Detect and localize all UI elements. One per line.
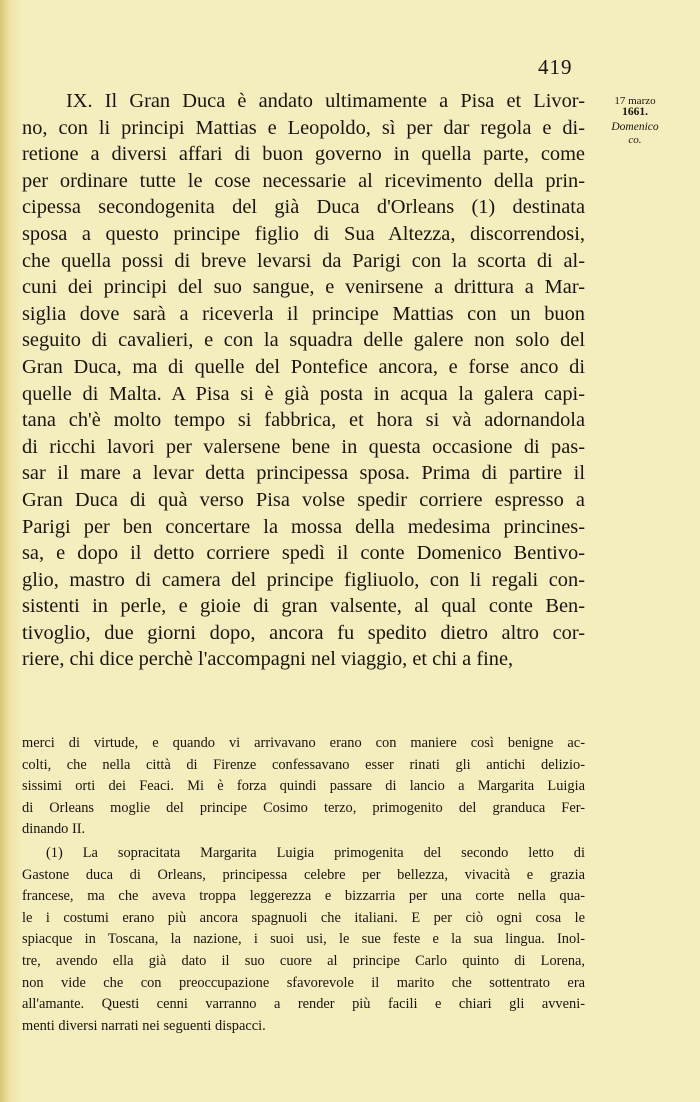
text-line: sa, e dopo il detto corriere spedì il conte Domenico Bentivo- [22, 542, 585, 565]
footnote-line: sissimi orti dei Feaci. Mi è forza quindi passare di lancio a Margarita Luigia [22, 778, 585, 795]
text-line: tana ch'è molto tempo si fabbrica, et hora si và adornandola [22, 409, 585, 432]
footnotes [22, 733, 585, 1037]
footnote-line: Gastone duca di Orleans, principessa celebre per bellezza, vivacità e grazia [22, 866, 585, 883]
text-line: Parigi per ben concertare la mossa della medesima princines- [22, 515, 585, 538]
text-line: seguito di cavalieri, e con la squadra delle galere non solo del [22, 329, 585, 352]
page-number: 419 [538, 55, 573, 79]
footnote-line: spiacque in Toscana, la nazione, i suoi usi, le sue feste e la sua lingua. Inol- [22, 931, 585, 948]
text-line: sposa a questo principe figlio di Sua Altezza, discorrendosi, [22, 222, 585, 245]
footnote-line: francese, ma che aveva troppa leggerezza e bizzarria per una corte nella qua- [22, 888, 585, 905]
footnote-line: le i costumi erano più ancora spagnuoli che italiani. E per ciò ogni cosa le [22, 909, 585, 926]
footnote-line: colti, che nella città di Firenze confessavano esser rinati gli antichi delizio- [22, 756, 585, 773]
text-line: sistenti in perle, e gioie di gran valsente, al qual conte Ben- [22, 595, 585, 618]
footnote-line: non vide che con preoccupazione sfavorevole il marito che sottentrato era [22, 974, 585, 991]
text-line: glio, mastro di camera del principe figliuolo, con li regali con- [22, 568, 585, 591]
text-line: cuni dei principi del suo sangue, e venirsene a drittura a Mar- [22, 276, 585, 299]
main-paragraph [22, 88, 585, 673]
text-line: no, con li principi Mattias e Leopoldo, sì per dar regola e di- [22, 116, 585, 139]
footnote-1 [22, 843, 585, 1037]
text-line: Gran Duca di quà verso Pisa volse spedir corriere espresso a [22, 488, 585, 511]
footnote-line: (1) La sopracitata Margarita Luigia primogenita del secondo letto di [46, 844, 585, 861]
text-line: sar il mare a levar detta principessa sposa. Prima di partire il [22, 462, 585, 485]
margin-date: 17 marzo [614, 95, 656, 107]
footnote-line: all'amante. Questi cenni varranno a render più facili e chiari gli avveni- [22, 996, 585, 1013]
text-line: quelle di Malta. A Pisa si è già posta in acqua la galera capi- [22, 382, 585, 405]
footnote-line: di Orleans moglie del principe Cosimo terzo, primogenito del granduca Fer- [22, 799, 585, 816]
text-line: retione a diversi affari di buon governo in quella parte, come [22, 143, 585, 166]
text-line: tivoglio, due giorni dopo, ancora fu spedito dietro altro cor- [22, 621, 585, 644]
text-line: di ricchi lavori per valersene bene in questa occasione di pas- [22, 435, 585, 458]
footnote-line: tre, avendo ella già dato il suo cuore al principe Carlo quinto di Lorena, [22, 952, 585, 969]
text-line: Gran Duca, ma di quelle del Pontefice ancora, e forse anco di [22, 355, 585, 378]
text-line: IX. Il Gran Duca è andato ultimamente a Pisa et Livor- [66, 90, 585, 112]
footnote-line: menti diversi narrati nei seguenti dispacci. [22, 1017, 266, 1034]
text-line: che quella possi di breve levarsi da Parigi con la scorta di al- [22, 249, 585, 272]
footnote-line: merci di virtude, e quando vi arrivavano erano con maniere così benigne ac- [22, 735, 585, 751]
margin-author-cont: co. [628, 134, 642, 146]
footnote-line: dinando II. [22, 821, 86, 838]
text-line: cipessa secondogenita del già Duca d'Orleans (1) destinata [22, 196, 585, 219]
margin-year: 1661. [622, 106, 648, 118]
margin-note [596, 94, 674, 148]
footnote-continuation [22, 733, 585, 841]
text-line: riere, chi dice perchè l'accompagni nel viaggio, et chi a fine, [22, 648, 514, 671]
text-line: per ordinare tutte le cose necessarie al ricevimento della prin- [22, 169, 585, 192]
text-line: siglia dove sarà a riceverla il principe Mattias con un buon [22, 302, 585, 325]
margin-author: Domenico [611, 121, 659, 133]
